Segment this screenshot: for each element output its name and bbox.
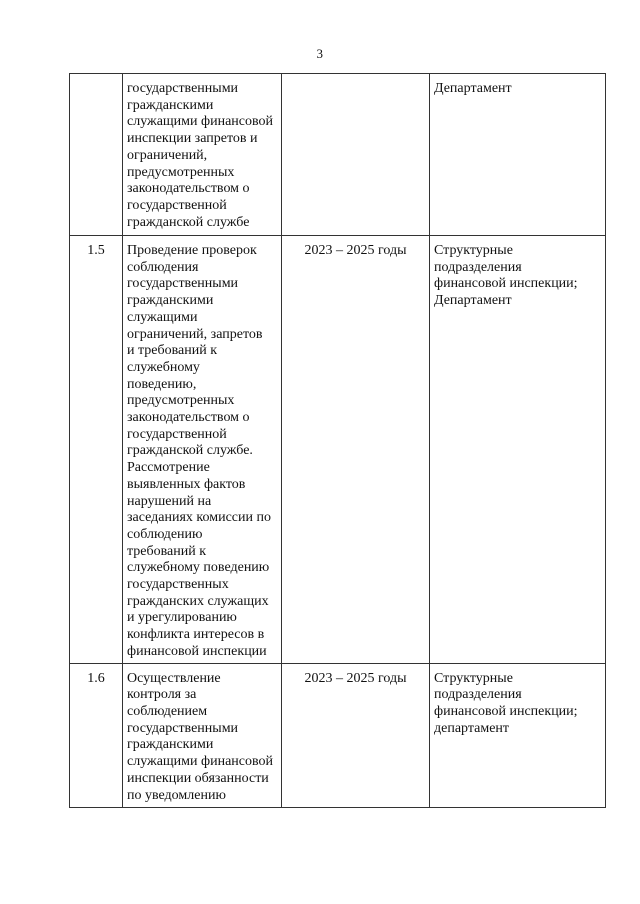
row-number-cell [70,74,123,236]
responsible-text: Структурные подразделения финансовой инспекции; Департамент [434,243,578,309]
responsible-cell [430,663,606,807]
action-cell [123,74,282,236]
action-text: Осуществление контроля за соблюдением государственными гражданскими служащими финансовой инспекции обязанности по уведомлению [127,670,274,803]
action-text: государственными гражданскими служащими финансовой инспекции запретов и ограничений, предусмотренных законодательством о государственной гражданской службе [127,81,274,230]
measures-table [69,73,606,808]
responsible-text: Структурные подразделения финансовой инспекции; департамент [434,670,578,736]
table-row [70,74,606,236]
table-row [70,236,606,664]
action-text: Проведение проверок соблюдения государственными гражданскими служащими ограничений, запретов и требований к служебному поведению, предусмотренных законодательством о государственной гражданской службе. Рассмотрение выявленных фактов нарушений на заседаниях комиссии по соблюдению требований к служебному поведению государственных гражданских служащих и урегулированию конфликта интересов в финансовой инспекции [127,243,271,659]
row-number-cell: 1.6 [70,663,123,807]
responsible-cell [430,236,606,664]
action-cell [123,236,282,664]
period-cell: 2023 – 2025 годы [282,236,430,664]
row-number-cell: 1.5 [70,236,123,664]
table-row [70,663,606,807]
period-cell [282,74,430,236]
responsible-cell [430,74,606,236]
page-number: 3 [316,46,324,61]
period-cell: 2023 – 2025 годы [282,663,430,807]
responsible-text: Департамент [434,81,512,96]
action-cell [123,663,282,807]
